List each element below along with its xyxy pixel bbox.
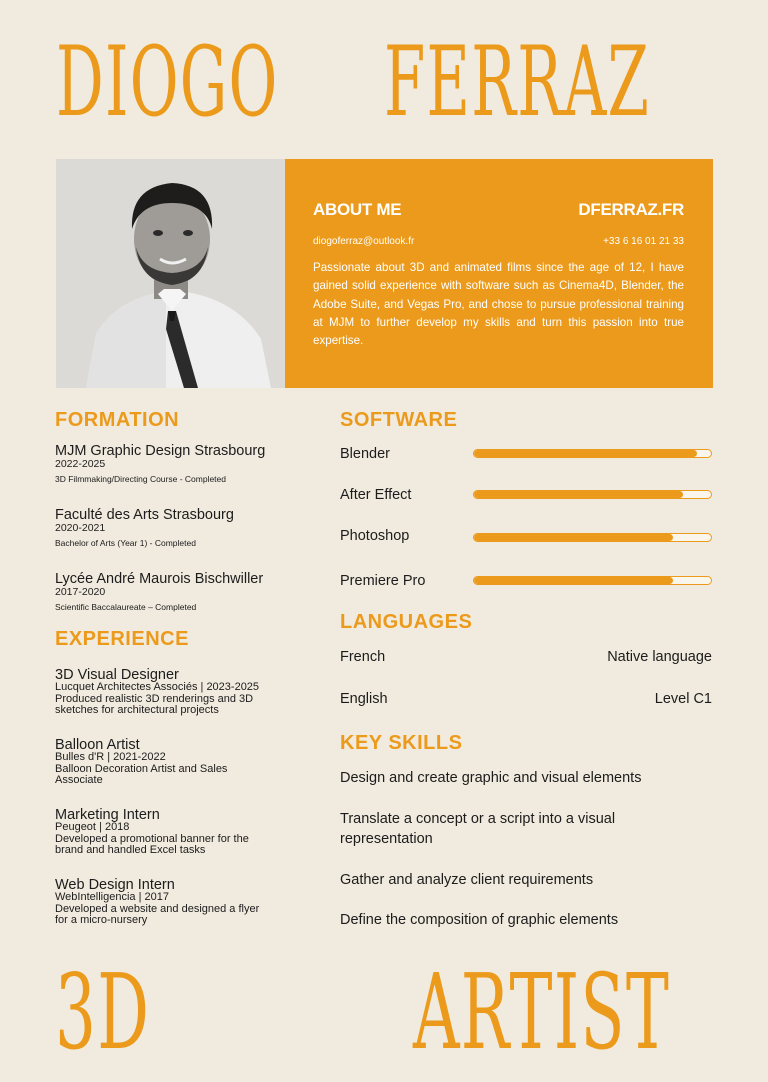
languages-heading: LANGUAGES (340, 611, 473, 633)
experience-line: for a micro-nursery (55, 914, 148, 926)
experience-item (55, 739, 285, 787)
formation-item (55, 571, 285, 612)
formation-title: Faculté des Arts Strasbourg (55, 507, 234, 523)
formation-detail: Bachelor of Arts (Year 1) - Completed (55, 538, 196, 548)
experience-line: Developed a promotional banner for the (55, 832, 249, 845)
experience-line: Associate (55, 774, 103, 786)
experience-line: Balloon Decoration Artist and Sales (55, 762, 228, 775)
formation-dates: 2020-2021 (55, 522, 106, 534)
software-heading: SOFTWARE (340, 409, 458, 431)
formation-item (55, 443, 285, 484)
software-level-bar (473, 490, 712, 499)
software-level-fill (474, 534, 673, 541)
about-text: Passionate about 3D and animated films since the age of 12, I have gained solid experience with software such as Cinema4D, Blender, the Adobe Suite, and Vegas Pro, and chose to pursue professional training at MJM to further develop my skills and turn this passion into true expertise. (313, 261, 684, 348)
experience-title: Balloon Artist (55, 737, 140, 753)
experience-title: Web Design Intern (55, 877, 175, 893)
experience-item (55, 669, 285, 717)
about-heading: ABOUT ME (313, 200, 402, 219)
software-name: Photoshop (340, 528, 410, 544)
software-level-bar (473, 449, 712, 458)
website-link[interactable]: DFERRAZ.FR (578, 200, 684, 219)
language-name: French (340, 649, 386, 665)
experience-line: sketches for architectural projects (55, 704, 219, 716)
phone-number: +33 6 16 01 21 33 (603, 236, 684, 247)
experience-heading: EXPERIENCE (55, 628, 189, 650)
experience-item (55, 879, 285, 927)
email-link[interactable]: diogoferraz@outlook.fr (313, 236, 415, 247)
name-last: FERRAZ (384, 26, 651, 138)
software-level-bar (473, 533, 712, 542)
experience-title: Marketing Intern (55, 807, 160, 823)
software-level-bar (473, 576, 712, 585)
formation-title: MJM Graphic Design Strasbourg (55, 443, 266, 459)
about-panel (285, 159, 713, 388)
formation-item (55, 507, 285, 548)
experience-line: Bulles d'R | 2021-2022 (55, 751, 166, 763)
software-name: Premiere Pro (340, 573, 426, 589)
formation-dates: 2022-2025 (55, 458, 106, 470)
experience-line: Developed a website and designed a flyer (55, 902, 260, 915)
name-first: DIOGO (56, 26, 279, 138)
experience-title: 3D Visual Designer (55, 667, 179, 683)
language-name: English (340, 691, 388, 707)
skill-item: Gather and analyze client requirements (340, 872, 594, 888)
software-level-fill (474, 577, 673, 584)
language-level: Level C1 (654, 691, 712, 707)
experience-line: WebIntelligencia | 2017 (55, 891, 169, 903)
formation-dates: 2017-2020 (55, 586, 106, 598)
skill-item: Define the composition of graphic elements (340, 912, 619, 928)
experience-item (55, 809, 285, 857)
role-title-second: ARTIST (413, 951, 671, 1073)
formation-title: Lycée André Maurois Bischwiller (55, 571, 264, 587)
skills-heading: KEY SKILLS (340, 732, 463, 754)
software-level-fill (474, 491, 683, 498)
portrait-image (56, 159, 285, 388)
software-name: Blender (340, 446, 390, 462)
experience-line: Lucquet Architectes Associés | 2023-2025 (55, 681, 260, 693)
language-level: Native language (607, 649, 712, 665)
skill-item: Design and create graphic and visual elements (340, 770, 642, 786)
experience-line: Produced realistic 3D renderings and 3D (55, 692, 254, 705)
experience-line: Peugeot | 2018 (55, 821, 130, 833)
role-title-first: 3D (55, 951, 151, 1073)
experience-line: brand and handled Excel tasks (55, 844, 206, 856)
skill-item: Translate a concept or a script into a visual representation (340, 811, 616, 847)
formation-detail: 3D Filmmaking/Directing Course - Completed (55, 474, 227, 484)
software-name: After Effect (340, 487, 412, 503)
software-level-fill (474, 450, 697, 457)
profile-photo (56, 159, 285, 388)
formation-detail: Scientific Baccalaureate – Completed (55, 602, 197, 612)
formation-heading: FORMATION (55, 409, 180, 431)
